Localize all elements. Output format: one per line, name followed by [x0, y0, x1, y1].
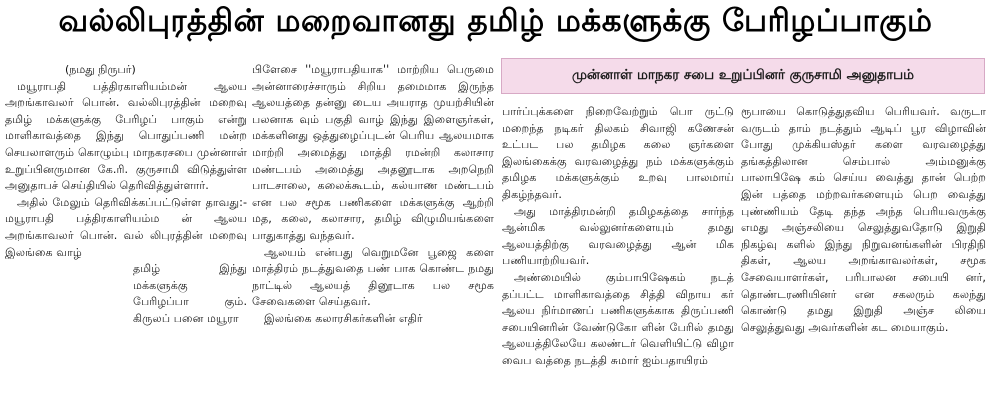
paragraph: ஆலயம் என்பது வெறுமனே பூஜை களை மாத்திரம் நடத்துவதை பண் பாக கொண்ட நமது நாட்டில் ஆலயத் தினூடாக பல சமூக சேவைகளை செய்தவர். — [252, 245, 494, 309]
paragraph: இலங்கை கலாரசிகர்களின் எதிர் — [264, 311, 423, 325]
byline: (நமது நிருபர்) — [65, 63, 136, 76]
column-2 — [252, 62, 494, 328]
paragraph: தமிழ் இந்து மக்களுக்கு பேரிழப்பா கும். கிருலப் பனை மயூரா — [133, 262, 247, 325]
paragraph: பார்ப்புக்களை நிறைவேற்றும் பொ ருட்டு மறைந்த நடிகர் திலகம் சிவாஜி கணேசன் உட்பட பல தமிழக கலை ஞர்களை இலங்கைக்கு வரவழைத்து நம் மக்களுக்கும் தமிழக மக்களுக்கும் உறவு பாலமாய் திகழ்ந்தவர். — [502, 105, 734, 201]
paragraph: மயூராபதி பத்திரகாளியம்மன் ஆலய அறங்காவலர் பொன். வல்லிபுரத்தின் மறைவு தமிழ் மக்களுக்கு பேரிழப் பாகும் என்று மாளிகாவத்தை இந்து பொதுப்பணி மன்ற செயலாளரும் கொழும்பு மாநகரசபை முன்னாள் உறுப்பினருமான கே.ரி. குருசாமி விடுத்துள்ள அனுதாபச் செய்தியில் தெரிவித்துள்ளார். — [5, 79, 247, 193]
column-3 — [502, 104, 734, 370]
column-4 — [741, 104, 986, 336]
paragraph: ரூபாயை கொடுத்துதவிய பெரியவர். வருடா வருடம் தாம் நடத்தும் ஆடிப் பூர விழாவின் போது முக்கியஸ்தர் களை வரவழைத்து தங்கத்திலான செம்பால் அம்மனுக்கு பாலாபிஷே கம் செய்ய வைத்து தான் பெற்ற இன் பத்தை மற்றவர்களையும் பெற வைத்து புண்ணியம் தேடி தந்த அந்த பெரியவருக்கு எமது அஞ்சலியை செலுத்துவதோடு இறுதி நிகழ்வு களில் இந்து நிறுவனங்களின் பிரதிநி திகள், ஆலய அறங்காவலர்கள், சமூக சேவையாளர்கள், பரிபாலன சபையி னர், தொண்டரணியினர் என சகலரும் கலந்து கொண்டு தமது இறுதி அஞ்ச லியை செலுத்துவது அவர்களின் கட மையாகும். — [741, 105, 986, 334]
sub-headline-banner: முன்னாள் மாநகர சபை உறுப்பினர் குருசாமி அனுதாபம் — [501, 58, 985, 94]
headline: வல்லிபுரத்தின் மறைவானது தமிழ் மக்களுக்கு பேரிழப்பாகும் — [58, 3, 933, 39]
column-1 — [5, 62, 247, 328]
paragraph: அதில் மேலும் தெரிவிக்கப்பட்டுள்ள தாவது:- மயூராபதி பத்திரகாளியம்ம ன் ஆலய அறங்காவலர் பொன். வல் லிபுரத்தின் மறைவு இலங்கை வாழ் — [5, 195, 247, 259]
paragraph: அது மாத்திரமன்றி தமிழகத்தை சார்ந்த ஆன்மிக வல்லுனர்களையும் தமது ஆலயத்திற்கு வரவழைத்து ஆன் மிக பணியாற்றியவர். — [502, 204, 734, 268]
paragraph: பிளேசை ''மயூராபதியாக'' மாற்றிய பெருமை அன்னாரைச்சாரும் சிறிய தமைமாக இருந்த ஆலயத்தை தன்னு டைய அயராத முயற்சியின் பலனாக வும் பகுதி வாழ் இந்து இளைஞர்கள், மக்களினது ஒத்துழைப்புடன் பெரிய ஆலயமாக மாற்றி அமைத்து மாத்தி ரமன்றி கலாசார மண்டபம் அமைத்து அதனூடாக அறநெறி பாடசாலை, கலைக்கூடம், கல்யாண மண்டபம் என பல சமூக பணிகளை மக்களுக்கு ஆற்றி மத, கலை, கலாசார, தமிழ் விழுமியங்களை பாதுகாத்து வந்தவர். — [252, 63, 494, 242]
paragraph: அண்மையில் கும்பாபிஷேகம் நடத் தப்பட்ட மாளிகாவத்தை சித்தி விநாய கர் ஆலய நிர்மாணப் பணிகளுக்காக திருப்பணி சபையினரின் வேண்டுகோ ளின் பேரில் தமது ஆலயத்திலேயே கலண்டர் வெளியிட்டு விழா வைப வத்தை நடத்தி சுமார் ஐம்பதாயிரம் — [502, 270, 734, 367]
